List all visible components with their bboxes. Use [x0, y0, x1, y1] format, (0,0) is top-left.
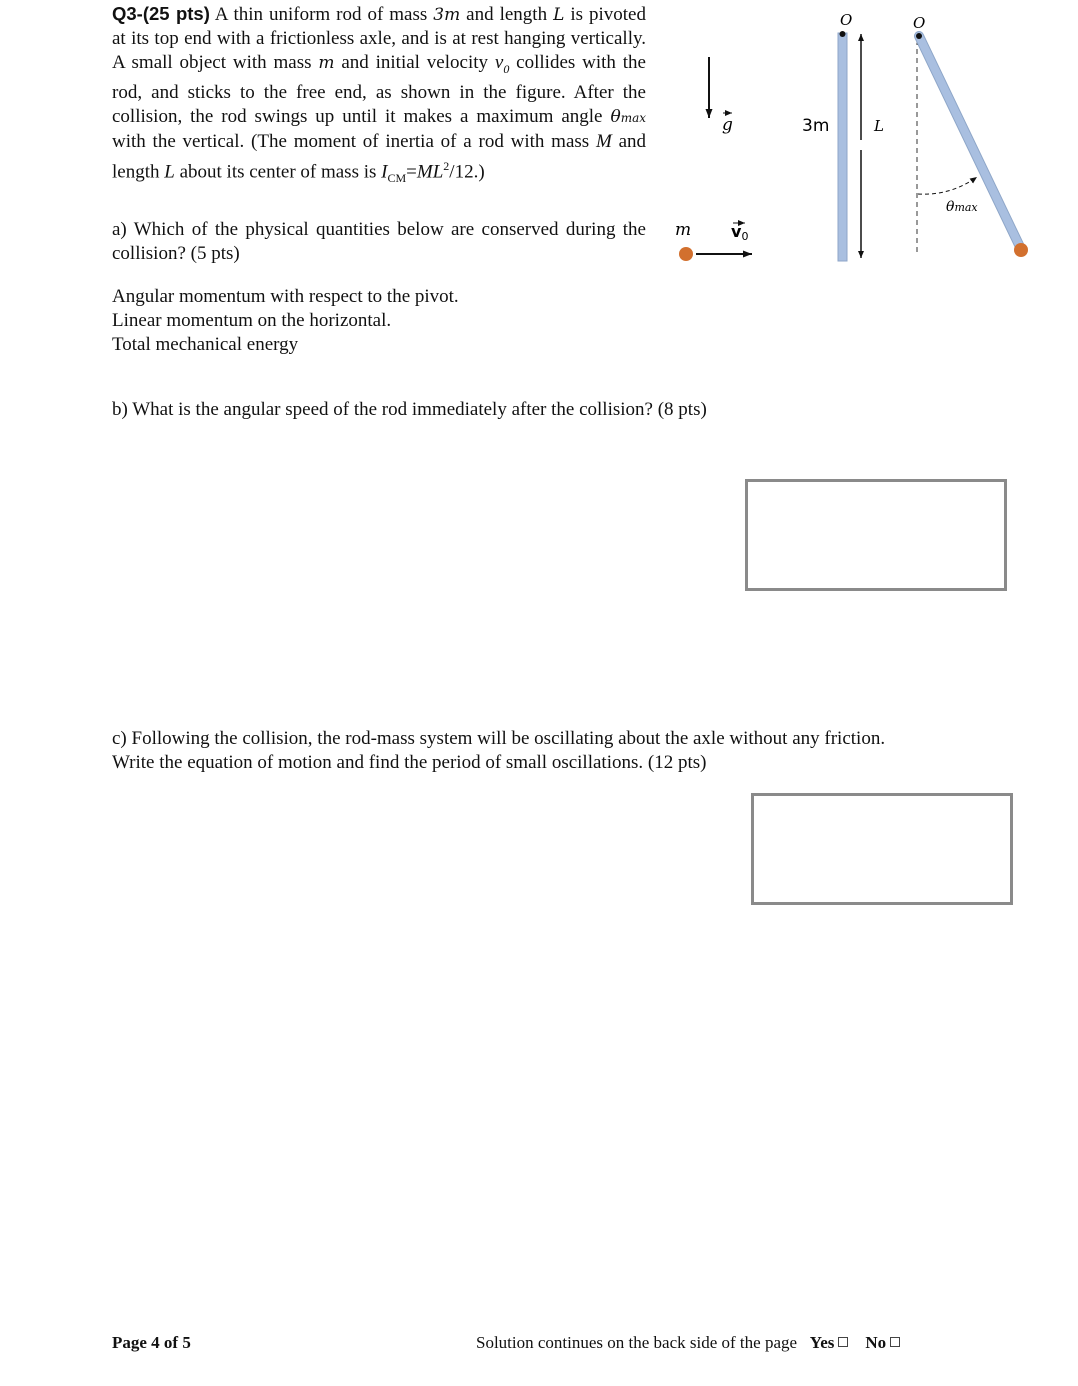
option-mechanical-energy: Total mechanical energy — [112, 334, 299, 355]
intro-text-9: /12.) — [449, 161, 485, 183]
incoming-mass-label: m — [675, 220, 692, 240]
intro-text-7: and length — [112, 130, 646, 183]
yes-checkbox[interactable] — [838, 1337, 848, 1347]
question-intro — [112, 2, 646, 190]
physics-figure — [660, 0, 1060, 280]
no-label: No — [865, 1333, 887, 1352]
intro-text-6: with the vertical. (The moment of inertia of a rod with mass — [112, 130, 596, 152]
part-b-question: b) What is the angular speed of the rod immediately after the collision? (8 pts) — [112, 399, 707, 420]
inertia-subscript: CM — [387, 170, 407, 185]
part-c-line-1: c) Following the collision, the rod-mass system will be oscillating about the axle without any friction. — [112, 728, 886, 749]
rod-mass-label: 3m — [802, 116, 830, 136]
rod-mass-symbol: 3m — [433, 5, 461, 25]
intro-text-4: and initial velocity — [334, 52, 495, 73]
no-checkbox[interactable] — [890, 1337, 900, 1347]
intro-text-8: about its center of mass is — [174, 161, 382, 183]
pivot-label-hanging: O — [840, 11, 853, 29]
velocity-symbol: v — [494, 52, 504, 73]
pivot-point-swung — [916, 33, 922, 39]
intro-text-2: and length — [460, 4, 554, 25]
big-mass-symbol: M — [595, 130, 612, 152]
option-angular-momentum: Angular momentum with respect to the pivot. — [112, 286, 459, 307]
answer-box-c[interactable] — [751, 793, 1013, 905]
inertia-symbol: I — [381, 161, 388, 183]
part-c-line-2: Write the equation of motion and find the period of small oscillations. (12 pts) — [112, 752, 707, 773]
stuck-mass-ball — [1014, 243, 1028, 257]
equals-sign: = — [406, 161, 417, 183]
intro-text-5: collides with the rod, and sticks to the free end, as shown in the figure. After the collision, the rod swings up until it makes a maximum angle — [112, 52, 646, 127]
continues-note — [476, 1333, 900, 1353]
swung-rod — [919, 36, 1021, 249]
length-label: L — [874, 117, 884, 135]
pivot-point-hanging — [840, 31, 846, 37]
ml-symbol: ML — [416, 161, 444, 183]
theta-symbol: θ — [610, 106, 621, 127]
part-c-question — [112, 727, 972, 775]
yes-label: Yes — [809, 1333, 835, 1352]
incoming-mass-ball — [679, 247, 693, 261]
intro-text-1: A thin uniform rod of mass — [214, 4, 434, 25]
part-a-question: a) Which of the physical quantities below are conserved during the collision? (5 pts) — [112, 219, 646, 264]
theta-subscript: max — [620, 110, 646, 125]
pivot-label-swung: O — [913, 14, 926, 32]
length-symbol: L — [553, 5, 565, 25]
gravity-label: g — [722, 115, 733, 135]
page-number: Page 4 of 5 — [112, 1333, 191, 1352]
velocity-label: v0 — [731, 222, 749, 243]
square-exponent: 2 — [443, 158, 450, 173]
velocity-subscript: 0 — [503, 61, 510, 76]
continues-text: Solution continues on the back side of the page — [476, 1333, 798, 1352]
option-linear-momentum: Linear momentum on the horizontal. — [112, 310, 392, 331]
question-label: Q3-(25 pts) — [112, 3, 210, 24]
hanging-rod — [838, 33, 847, 261]
part-a-options — [112, 285, 459, 357]
angle-arc — [918, 177, 977, 194]
angle-label: θmax — [946, 199, 978, 215]
intro-text-3: is pivoted at its top end with a frictionless axle, and is at rest hanging vertically. A small object with mass — [112, 4, 646, 73]
length-symbol-2: L — [164, 161, 175, 183]
answer-box-b[interactable] — [745, 479, 1007, 591]
mass-symbol: m — [318, 53, 335, 73]
